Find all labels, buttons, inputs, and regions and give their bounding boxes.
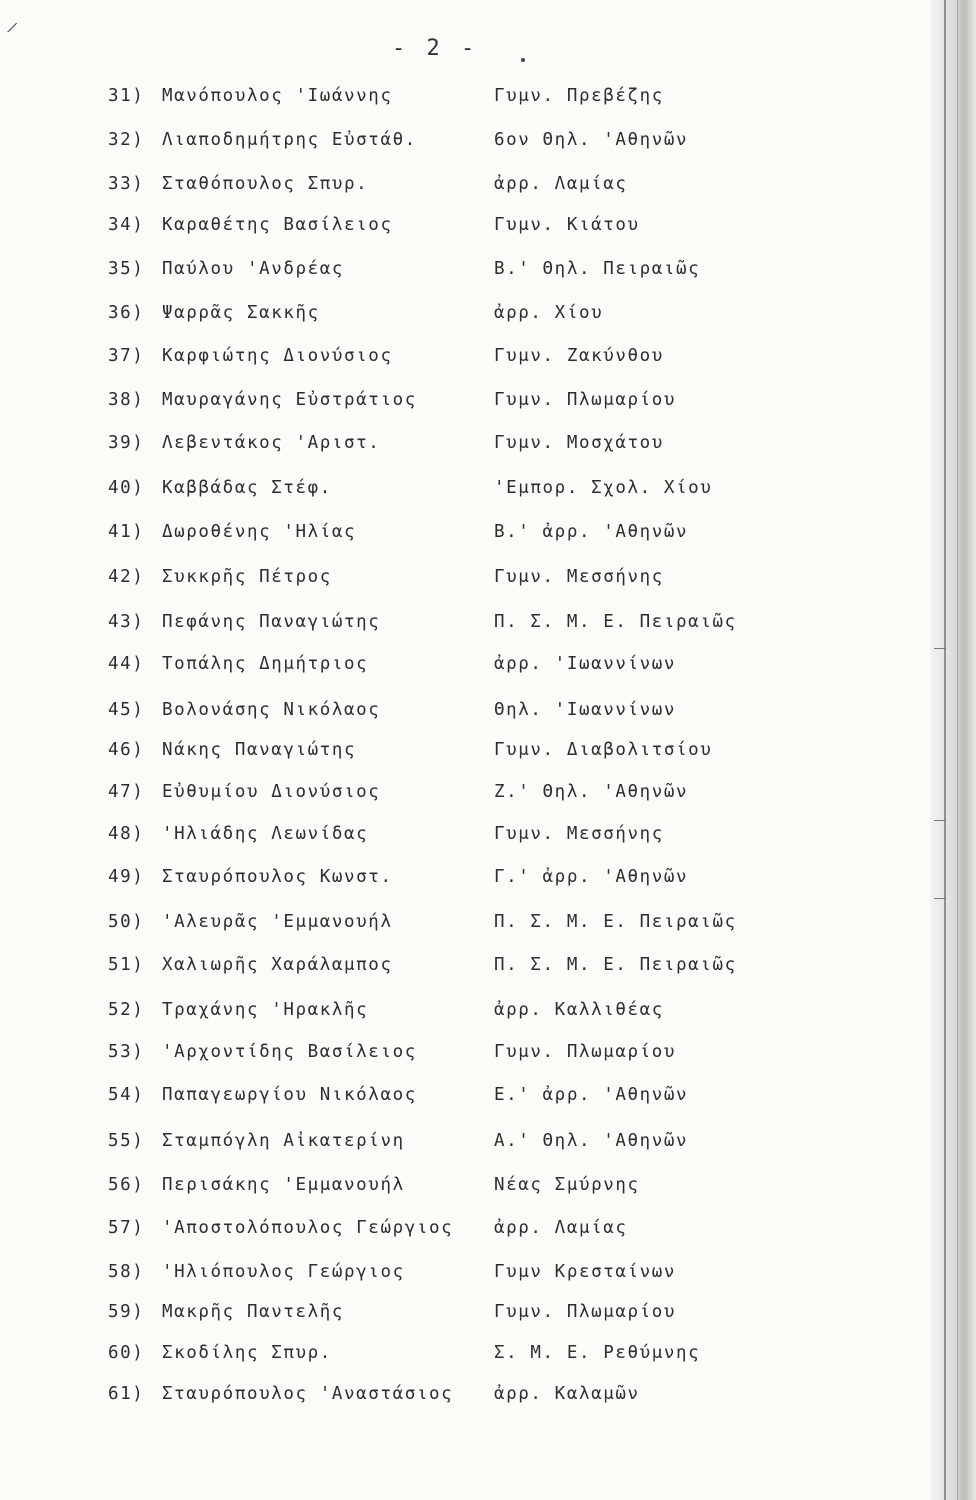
student-name: Μαυραγάνης Εὐστράτιος [162,390,417,410]
school-name: Γυμν. Πλωμαρίου [494,390,677,410]
school-name: Νέας Σμύρνης [494,1175,640,1195]
student-name: 'Αποστολόπουλος Γεώργιος [162,1218,454,1238]
school-name: ἀρρ. 'Ιωαννίνων [494,654,677,674]
entry-number: 36) [108,303,145,323]
student-name: Παπαγεωργίου Νικόλαος [162,1085,417,1105]
student-name: Συκκρῆς Πέτρος [162,567,332,587]
entry-number: 45) [108,700,145,720]
list-item [0,1343,930,1373]
school-name: Π. Σ. Μ. Ε. Πειραιῶς [494,955,737,975]
school-name: Γυμν. Πλωμαρίου [494,1042,677,1062]
edge-tick [934,820,946,821]
entry-number: 42) [108,567,145,587]
list-item [0,478,930,508]
student-name: Σκοδίλης Σπυρ. [162,1343,332,1363]
school-name: 6ον Θηλ. 'Αθηνῶν [494,130,689,150]
student-name: Καρφιώτης Διονύσιος [162,346,393,366]
list-item [0,1042,930,1072]
school-name: Γ.' ἀρρ. 'Αθηνῶν [494,867,689,887]
binding-line-secondary [957,0,958,1500]
student-name: 'Αρχοντίδης Βασίλειος [162,1042,417,1062]
list-item [0,1218,930,1248]
student-name: Περισάκης 'Εμμανουήλ [162,1175,405,1195]
student-name: Σταυρόπουλος 'Αναστάσιος [162,1384,454,1404]
list-item [0,390,930,420]
entry-number: 44) [108,654,145,674]
entry-number: 60) [108,1343,145,1363]
list-item [0,346,930,376]
school-name: Γυμν. Μεσσήνης [494,567,664,587]
student-name: Δωροθένης 'Ηλίας [162,522,357,542]
student-name: Τραχάνης 'Ηρακλῆς [162,1000,369,1020]
entry-number: 31) [108,86,145,106]
school-name: Γυμν. Διαβολιτσίου [494,740,713,760]
school-name: Γυμν. Μεσσήνης [494,824,664,844]
entry-number: 48) [108,824,145,844]
student-name: Λεβεντάκος 'Αριστ. [162,433,381,453]
list-item [0,955,930,985]
entry-number: 51) [108,955,145,975]
school-name: Π. Σ. Μ. Ε. Πειραιῶς [494,912,737,932]
student-name: Τοπάλης Δημήτριος [162,654,369,674]
student-name: 'Ηλιάδης Λεωνίδας [162,824,369,844]
entry-number: 55) [108,1131,145,1151]
school-name: Θηλ. 'Ιωαννίνων [494,700,677,720]
list-item [0,130,930,160]
list-item [0,1384,930,1414]
entry-number: 50) [108,912,145,932]
school-name: Β.' Θηλ. Πειραιῶς [494,259,701,279]
list-item [0,740,930,770]
school-name: ἀρρ. Καλλιθέας [494,1000,664,1020]
school-name: Γυμν. Ζακύνθου [494,346,664,366]
list-item [0,215,930,245]
entry-number: 47) [108,782,145,802]
school-name: ἀρρ. Λαμίας [494,174,628,194]
list-item [0,1262,930,1292]
entry-number: 46) [108,740,145,760]
school-name: Γυμν. Μοσχάτου [494,433,664,453]
entry-number: 54) [108,1085,145,1105]
list-item [0,1175,930,1205]
student-name: 'Ηλιόπουλος Γεώργιος [162,1262,405,1282]
entry-number: 57) [108,1218,145,1238]
student-name: Πεφάνης Παναγιώτης [162,612,381,632]
school-name: Γυμν. Πλωμαρίου [494,1302,677,1322]
list-item [0,1131,930,1161]
school-name: ἀρρ. Καλαμῶν [494,1384,640,1404]
list-item [0,700,930,730]
entry-number: 61) [108,1384,145,1404]
entry-number: 56) [108,1175,145,1195]
school-name: Γυμν. Κιάτου [494,215,640,235]
entry-number: 53) [108,1042,145,1062]
list-item [0,174,930,204]
entry-number: 34) [108,215,145,235]
student-name: Σταμπόγλη Αἰκατερίνη [162,1131,405,1151]
list-item [0,867,930,897]
list-item [0,303,930,333]
list-item [0,824,930,854]
school-name: Σ. Μ. Ε. Ρεθύμνης [494,1343,701,1363]
list-item [0,1302,930,1332]
student-name: Εὐθυμίου Διονύσιος [162,782,381,802]
student-name: Καββάδας Στέφ. [162,478,332,498]
edge-tick [934,648,946,649]
list-item [0,912,930,942]
school-name: Β.' ἀρρ. 'Αθηνῶν [494,522,689,542]
student-name: Σταθόπουλος Σπυρ. [162,174,369,194]
list-item [0,1000,930,1030]
student-name: Ψαρρᾶς Σακκῆς [162,303,320,323]
entry-number: 49) [108,867,145,887]
entry-number: 32) [108,130,145,150]
corner-mark: / [5,19,19,37]
binding-line [944,0,946,1500]
page-number: - 2 - [392,36,479,61]
school-name: Γυμν. Πρεβέζης [494,86,664,106]
student-name: Παύλου 'Ανδρέας [162,259,345,279]
entry-number: 40) [108,478,145,498]
school-name: Ζ.' Θηλ. 'Αθηνῶν [494,782,689,802]
entry-number: 37) [108,346,145,366]
school-name: Π. Σ. Μ. Ε. Πειραιῶς [494,612,737,632]
entry-number: 58) [108,1262,145,1282]
school-name: ἀρρ. Χίου [494,303,604,323]
entry-number: 35) [108,259,145,279]
entry-number: 39) [108,433,145,453]
scanned-page-edge [930,0,976,1500]
student-name: Μακρῆς Παντελῆς [162,1302,345,1322]
list-item [0,433,930,463]
entry-number: 59) [108,1302,145,1322]
student-name: Καραθέτης Βασίλειος [162,215,393,235]
entry-number: 33) [108,174,145,194]
school-name: Α.' Θηλ. 'Αθηνῶν [494,1131,689,1151]
school-name: 'Εμπορ. Σχολ. Χίου [494,478,713,498]
school-name: ἀρρ. Λαμίας [494,1218,628,1238]
edge-tick [934,898,946,899]
list-item [0,1085,930,1115]
student-name: Βολονάσης Νικόλαος [162,700,381,720]
list-item [0,612,930,642]
student-name: Λιαποδημήτρης Εὐστάθ. [162,130,417,150]
list-item [0,782,930,812]
school-name: Γυμν Κρεσταίνων [494,1262,677,1282]
student-name: 'Αλευρᾶς 'Εμμανουήλ [162,912,393,932]
list-item [0,654,930,684]
list-item [0,567,930,597]
school-name: Ε.' ἀρρ. 'Αθηνῶν [494,1085,689,1105]
student-name: Χαλιωρῆς Χαράλαμπος [162,955,393,975]
list-item [0,259,930,289]
entry-number: 38) [108,390,145,410]
list-item [0,522,930,552]
student-name: Μανόπουλος 'Ιωάννης [162,86,393,106]
student-name: Σταυρόπουλος Κωνστ. [162,867,393,887]
entry-number: 52) [108,1000,145,1020]
entry-number: 41) [108,522,145,542]
list-item [0,86,930,116]
student-name: Νάκης Παναγιώτης [162,740,357,760]
entry-number: 43) [108,612,145,632]
